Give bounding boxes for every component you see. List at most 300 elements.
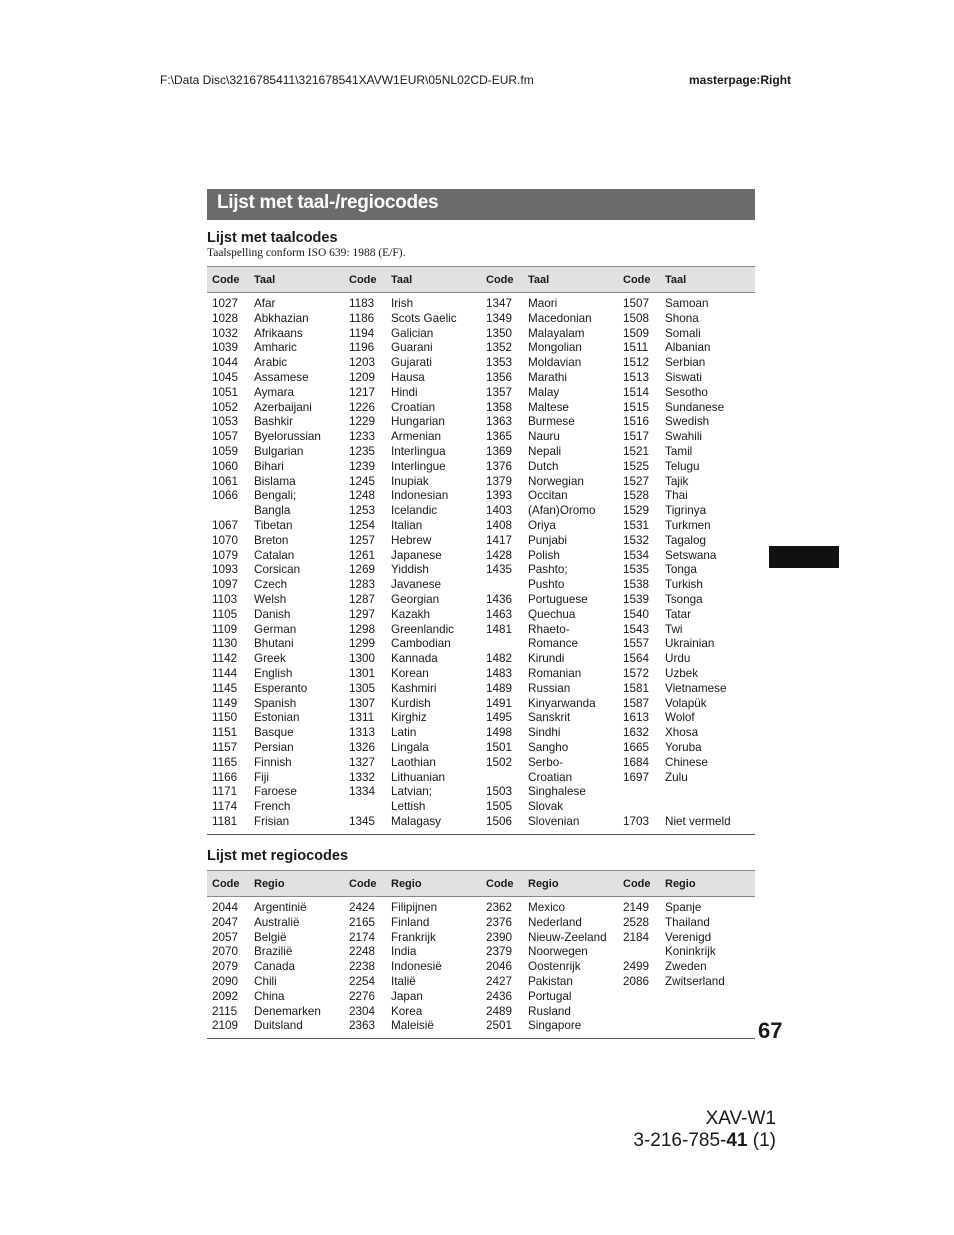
table-row <box>207 578 755 593</box>
name-cell: Uzbek <box>665 666 699 680</box>
code-cell: 1226 <box>349 400 376 414</box>
name-cell: Rhaeto- <box>528 622 570 636</box>
code-cell: 2238 <box>349 960 376 974</box>
name-cell: Inupiak <box>391 474 429 488</box>
name-cell: Sesotho <box>665 385 708 399</box>
name-cell: Sangho <box>528 740 569 754</box>
code-cell: 1697 <box>623 770 650 784</box>
code-cell: 1613 <box>623 711 650 725</box>
name-cell: Zulu <box>665 770 688 784</box>
name-cell: Swedish <box>665 415 710 429</box>
code-cell: 1539 <box>623 592 650 606</box>
code-cell: 1059 <box>212 444 239 458</box>
name-cell: Turkmen <box>665 518 711 532</box>
name-cell: Burmese <box>528 415 575 429</box>
table-row <box>207 785 755 800</box>
code-cell: 1066 <box>212 489 239 503</box>
code-cell: 1174 <box>212 800 238 814</box>
code-cell: 1326 <box>349 740 376 754</box>
name-cell: Vietnamese <box>665 681 727 695</box>
name-cell: Marathi <box>528 370 567 384</box>
table-row <box>207 711 755 726</box>
name-cell: Hausa <box>391 370 425 384</box>
code-cell: 1482 <box>486 652 513 666</box>
column-header-code: Code <box>481 267 525 293</box>
code-cell: 1105 <box>212 607 238 621</box>
table-row <box>207 945 755 960</box>
table-row <box>207 815 755 834</box>
table-row <box>207 327 755 342</box>
name-cell: Denemarken <box>254 1004 321 1018</box>
page-number: 67 <box>758 1018 783 1043</box>
code-cell: 2079 <box>212 960 239 974</box>
name-cell: Singhalese <box>528 785 586 799</box>
code-cell <box>618 1019 662 1038</box>
name-cell: Tajik <box>665 474 689 488</box>
code-cell: 1217 <box>349 385 376 399</box>
code-cell: 1538 <box>623 578 650 592</box>
column-header-code: Code <box>344 267 388 293</box>
code-cell: 1505 <box>486 800 513 814</box>
region-codes-title: Lijst met regiocodes <box>207 848 349 864</box>
name-cell: Macedonian <box>528 311 592 325</box>
code-cell: 1298 <box>349 622 376 636</box>
code-cell: 1327 <box>349 755 376 769</box>
code-cell: 1350 <box>486 326 513 340</box>
code-cell: 1253 <box>349 504 376 518</box>
code-cell: 1506 <box>481 815 525 834</box>
code-cell: 1463 <box>486 607 513 621</box>
code-cell: 1365 <box>486 430 513 444</box>
name-cell: Kirundi <box>528 652 565 666</box>
code-cell: 1352 <box>486 341 513 355</box>
name-cell: Kannada <box>391 652 438 666</box>
code-cell: 1435 <box>486 563 513 577</box>
table-row <box>207 312 755 327</box>
name-cell: Armenian <box>391 430 442 444</box>
code-cell: 1313 <box>349 726 376 740</box>
table-row <box>207 800 755 815</box>
name-cell: Nederland <box>528 915 582 929</box>
name-cell: Tonga <box>665 563 697 577</box>
name-cell: Twi <box>665 622 683 636</box>
name-cell: Punjabi <box>528 533 567 547</box>
name-cell: Spanje <box>665 901 702 914</box>
column-header-code: Code <box>207 267 251 293</box>
code-cell: 1508 <box>623 311 650 325</box>
code-cell: 1521 <box>623 444 650 458</box>
name-cell: Interlingua <box>391 444 446 458</box>
code-cell: 2304 <box>349 1004 376 1018</box>
name-cell: Filipijnen <box>391 901 438 914</box>
code-cell: 1229 <box>349 415 376 429</box>
code-cell: 1393 <box>486 489 513 503</box>
code-cell: 1060 <box>212 459 239 473</box>
code-cell: 1581 <box>623 681 650 695</box>
code-cell: 1379 <box>486 474 513 488</box>
table-row <box>207 293 755 312</box>
name-cell: Dutch <box>528 459 559 473</box>
code-cell: 1515 <box>623 400 650 414</box>
code-cell: 1203 <box>349 356 376 370</box>
code-cell: 1052 <box>212 400 239 414</box>
code-cell: 1044 <box>212 356 239 370</box>
name-cell: Polish <box>528 548 560 562</box>
code-cell <box>618 945 662 960</box>
name-cell: Italië <box>391 974 416 988</box>
code-cell: 2362 <box>486 901 513 914</box>
code-cell <box>618 800 662 815</box>
file-path-header: F:\Data Disc\3216785411\321678541XAVW1EUR\05NL02CD-EUR.fm <box>160 73 534 87</box>
table-row <box>207 756 755 771</box>
code-cell: 1235 <box>349 444 376 458</box>
code-cell: 2174 <box>349 930 376 944</box>
name-cell: Kinyarwanda <box>528 696 596 710</box>
name-cell: Maleisië <box>388 1019 481 1038</box>
code-cell: 1532 <box>623 533 650 547</box>
table-row <box>207 371 755 386</box>
name-cell: Malagasy <box>388 815 481 834</box>
code-cell: 2276 <box>349 989 376 1003</box>
name-cell: Swahili <box>665 430 703 444</box>
name-cell: Spanish <box>254 696 297 710</box>
code-cell: 1491 <box>486 696 513 710</box>
code-cell: 1417 <box>486 533 513 547</box>
code-cell: 1261 <box>349 548 376 562</box>
code-cell: 2427 <box>486 974 513 988</box>
name-cell: Irish <box>391 297 414 310</box>
language-codes-title: Lijst met taalcodes <box>207 230 338 246</box>
name-cell: Faroese <box>254 785 297 799</box>
table-row <box>207 1019 755 1038</box>
name-cell: Wolof <box>665 711 695 725</box>
code-cell: 1483 <box>486 666 513 680</box>
code-cell: 1301 <box>349 666 376 680</box>
name-cell: Korean <box>391 666 429 680</box>
name-cell: India <box>391 945 417 959</box>
name-cell: Thai <box>665 489 688 503</box>
name-cell: Afrikaans <box>254 326 303 340</box>
table-row <box>207 489 755 504</box>
code-cell: 1283 <box>349 578 376 592</box>
column-header-language: Taal <box>251 267 344 293</box>
code-cell: 1150 <box>212 711 238 725</box>
name-cell: Pakistan <box>528 974 573 988</box>
name-cell: Rusland <box>528 1004 571 1018</box>
code-cell: 1186 <box>349 311 375 325</box>
name-cell: Abkhazian <box>254 311 309 325</box>
code-cell: 1665 <box>623 740 650 754</box>
code-cell: 1345 <box>344 815 388 834</box>
code-cell: 1503 <box>486 785 513 799</box>
name-cell: Korea <box>391 1004 423 1018</box>
code-cell: 1516 <box>623 415 650 429</box>
code-cell: 2090 <box>212 974 239 988</box>
name-cell: Bislama <box>254 474 296 488</box>
name-cell: Finnish <box>254 755 292 769</box>
code-cell: 2046 <box>486 960 513 974</box>
code-cell: 1311 <box>349 711 375 725</box>
column-header-language: Taal <box>388 267 481 293</box>
table-header-row <box>207 871 755 897</box>
code-cell: 2184 <box>623 930 650 944</box>
name-cell: Sundanese <box>665 400 725 414</box>
table-row <box>207 593 755 608</box>
table-row <box>207 356 755 371</box>
model-info <box>633 1108 776 1152</box>
code-cell: 1408 <box>486 518 513 532</box>
table-row <box>207 960 755 975</box>
name-cell: Greenlandic <box>391 622 455 636</box>
part-number: 3-216-785-41 (1) <box>633 1130 776 1151</box>
code-cell: 1525 <box>623 459 650 473</box>
code-cell: 2165 <box>349 915 376 929</box>
code-cell <box>481 578 525 593</box>
name-cell: Japanese <box>391 548 442 562</box>
name-cell: Maltese <box>528 400 569 414</box>
table-row <box>207 1005 755 1020</box>
name-cell: Bengali; <box>254 489 297 503</box>
code-cell: 1079 <box>212 548 239 562</box>
table-row <box>207 990 755 1005</box>
name-cell: Japan <box>391 989 423 1003</box>
name-cell: Volapük <box>665 696 707 710</box>
code-cell: 1093 <box>212 563 239 577</box>
code-cell: 2047 <box>212 915 239 929</box>
name-cell: Aymara <box>254 385 295 399</box>
code-cell: 1489 <box>486 681 513 695</box>
name-cell: Norwegian <box>528 474 584 488</box>
name-cell: Turkish <box>665 578 703 592</box>
name-cell: Bihari <box>254 459 284 473</box>
name-cell: Mexico <box>528 901 566 914</box>
name-cell: Tigrinya <box>665 504 707 518</box>
code-cell <box>618 990 662 1005</box>
code-cell: 1527 <box>623 474 650 488</box>
name-cell: Bangla <box>254 504 291 518</box>
code-cell: 1428 <box>486 548 513 562</box>
name-cell: Duitsland <box>251 1019 344 1038</box>
name-cell <box>662 1005 755 1020</box>
name-cell: Setswana <box>665 548 717 562</box>
code-cell <box>481 771 525 786</box>
table-row <box>207 897 755 916</box>
table-row <box>207 430 755 445</box>
name-cell: Assamese <box>254 370 309 384</box>
code-cell: 1287 <box>349 592 376 606</box>
column-header-region: Regio <box>662 871 755 897</box>
code-cell: 1194 <box>349 326 375 340</box>
column-header-region: Regio <box>251 871 344 897</box>
code-cell <box>618 785 662 800</box>
table-row <box>207 697 755 712</box>
model-name: XAV-W1 <box>705 1108 776 1129</box>
table-row <box>207 771 755 786</box>
name-cell: Galician <box>391 326 434 340</box>
code-cell: 1254 <box>349 518 376 532</box>
name-cell: Georgian <box>391 592 440 606</box>
code-cell: 1067 <box>212 518 239 532</box>
masterpage-label: masterpage:Right <box>689 73 792 87</box>
name-cell: Telugu <box>665 459 700 473</box>
name-cell: Koninkrijk <box>665 945 716 959</box>
name-cell: Gujarati <box>391 356 432 370</box>
code-cell: 2363 <box>344 1019 388 1038</box>
name-cell: Finland <box>391 915 430 929</box>
name-cell: Welsh <box>254 592 287 606</box>
name-cell: China <box>254 989 285 1003</box>
table-row <box>207 386 755 401</box>
code-cell: 1305 <box>349 681 376 695</box>
name-cell: Niet vermeld <box>662 815 755 834</box>
name-cell: Guarani <box>391 341 433 355</box>
column-header-code: Code <box>618 267 662 293</box>
code-cell <box>344 800 388 815</box>
code-cell: 1257 <box>349 533 376 547</box>
name-cell: Yiddish <box>391 563 429 577</box>
table-row <box>207 475 755 490</box>
name-cell: Oostenrijk <box>528 960 581 974</box>
name-cell <box>662 990 755 1005</box>
name-cell: Tamil <box>665 444 693 458</box>
name-cell: Basque <box>254 726 294 740</box>
code-cell: 1171 <box>212 785 238 799</box>
name-cell: Italian <box>391 518 423 532</box>
code-cell: 1363 <box>486 415 513 429</box>
name-cell <box>662 785 755 800</box>
name-cell: Quechua <box>528 607 576 621</box>
code-cell: 2248 <box>349 945 376 959</box>
name-cell: Xhosa <box>665 726 699 740</box>
table-row <box>207 931 755 946</box>
name-cell: Persian <box>254 740 294 754</box>
code-cell: 1051 <box>212 385 239 399</box>
code-cell: 2070 <box>212 945 239 959</box>
name-cell: Somali <box>665 326 701 340</box>
code-cell: 1557 <box>623 637 650 651</box>
name-cell: Lingala <box>391 740 429 754</box>
column-header-language: Taal <box>662 267 755 293</box>
table-row <box>207 608 755 623</box>
name-cell: Esperanto <box>254 681 308 695</box>
name-cell: Slovenian <box>525 815 618 834</box>
name-cell: Pashto; <box>528 563 568 577</box>
name-cell: Frankrijk <box>391 930 436 944</box>
code-cell: 2092 <box>212 989 239 1003</box>
code-cell: 1543 <box>623 622 650 636</box>
name-cell: German <box>254 622 297 636</box>
code-cell: 1703 <box>618 815 662 834</box>
table-row <box>207 652 755 667</box>
code-cell: 1151 <box>212 726 238 740</box>
name-cell: Azerbaijani <box>254 400 312 414</box>
name-cell: Breton <box>254 533 289 547</box>
table-row <box>207 726 755 741</box>
name-cell: Danish <box>254 607 291 621</box>
language-codes-table <box>207 266 755 835</box>
table-row <box>207 741 755 756</box>
code-cell: 1376 <box>486 459 513 473</box>
code-cell: 2489 <box>486 1004 513 1018</box>
code-cell <box>207 504 251 519</box>
code-cell: 1045 <box>212 370 239 384</box>
name-cell: Icelandic <box>391 504 438 518</box>
banner-title: Lijst met taal-/regiocodes <box>217 192 439 213</box>
name-cell: Estonian <box>254 711 300 725</box>
code-cell: 2436 <box>486 989 513 1003</box>
code-cell: 1070 <box>212 533 239 547</box>
name-cell: Romance <box>528 637 579 651</box>
column-header-region: Regio <box>388 871 481 897</box>
name-cell: Byelorussian <box>254 430 321 444</box>
column-header-language: Taal <box>525 267 618 293</box>
code-cell: 1299 <box>349 637 376 651</box>
name-cell: Tagalog <box>665 533 706 547</box>
language-codes-subtitle: Taalspelling conform ISO 639: 1988 (E/F). <box>207 247 406 259</box>
code-cell: 1332 <box>349 770 376 784</box>
name-cell: Malay <box>528 385 560 399</box>
code-cell: 1300 <box>349 652 376 666</box>
code-cell: 2379 <box>486 945 513 959</box>
name-cell: België <box>254 930 287 944</box>
code-cell: 1531 <box>623 518 650 532</box>
name-cell: Bhutani <box>254 637 294 651</box>
code-cell <box>481 637 525 652</box>
code-cell: 1166 <box>212 770 238 784</box>
code-cell: 1183 <box>349 297 375 310</box>
code-cell: 1039 <box>212 341 239 355</box>
code-cell: 1509 <box>623 326 650 340</box>
name-cell: Fiji <box>254 770 269 784</box>
name-cell: Croatian <box>528 770 573 784</box>
name-cell: Chinese <box>665 755 708 769</box>
table-row <box>207 549 755 564</box>
name-cell: Lithuanian <box>391 770 445 784</box>
name-cell: French <box>254 800 291 814</box>
name-cell: Croatian <box>391 400 436 414</box>
name-cell: Javanese <box>391 578 442 592</box>
name-cell: Lettish <box>391 800 426 814</box>
code-cell <box>618 1005 662 1020</box>
code-cell: 1209 <box>349 370 376 384</box>
code-cell: 1481 <box>486 622 513 636</box>
code-cell: 1513 <box>623 370 650 384</box>
column-header-code: Code <box>207 871 251 897</box>
name-cell: Corsican <box>254 563 301 577</box>
name-cell: Brazilië <box>254 945 293 959</box>
code-cell: 2115 <box>212 1004 238 1018</box>
column-header-code: Code <box>481 871 525 897</box>
code-cell: 1540 <box>623 607 650 621</box>
name-cell <box>662 1019 755 1038</box>
code-cell: 1369 <box>486 444 513 458</box>
section-banner <box>207 189 755 220</box>
table-row <box>207 534 755 549</box>
code-cell: 1196 <box>349 341 375 355</box>
table-row <box>207 563 755 578</box>
table-row <box>207 916 755 931</box>
code-cell: 1632 <box>623 726 650 740</box>
code-cell: 1103 <box>212 592 238 606</box>
code-cell: 1436 <box>486 592 513 606</box>
name-cell: Hebrew <box>391 533 432 547</box>
name-cell: Moldavian <box>528 356 582 370</box>
name-cell: Bulgarian <box>254 444 304 458</box>
code-cell: 1057 <box>212 430 239 444</box>
name-cell: English <box>254 666 293 680</box>
code-cell: 1239 <box>349 459 376 473</box>
table-row <box>207 341 755 356</box>
